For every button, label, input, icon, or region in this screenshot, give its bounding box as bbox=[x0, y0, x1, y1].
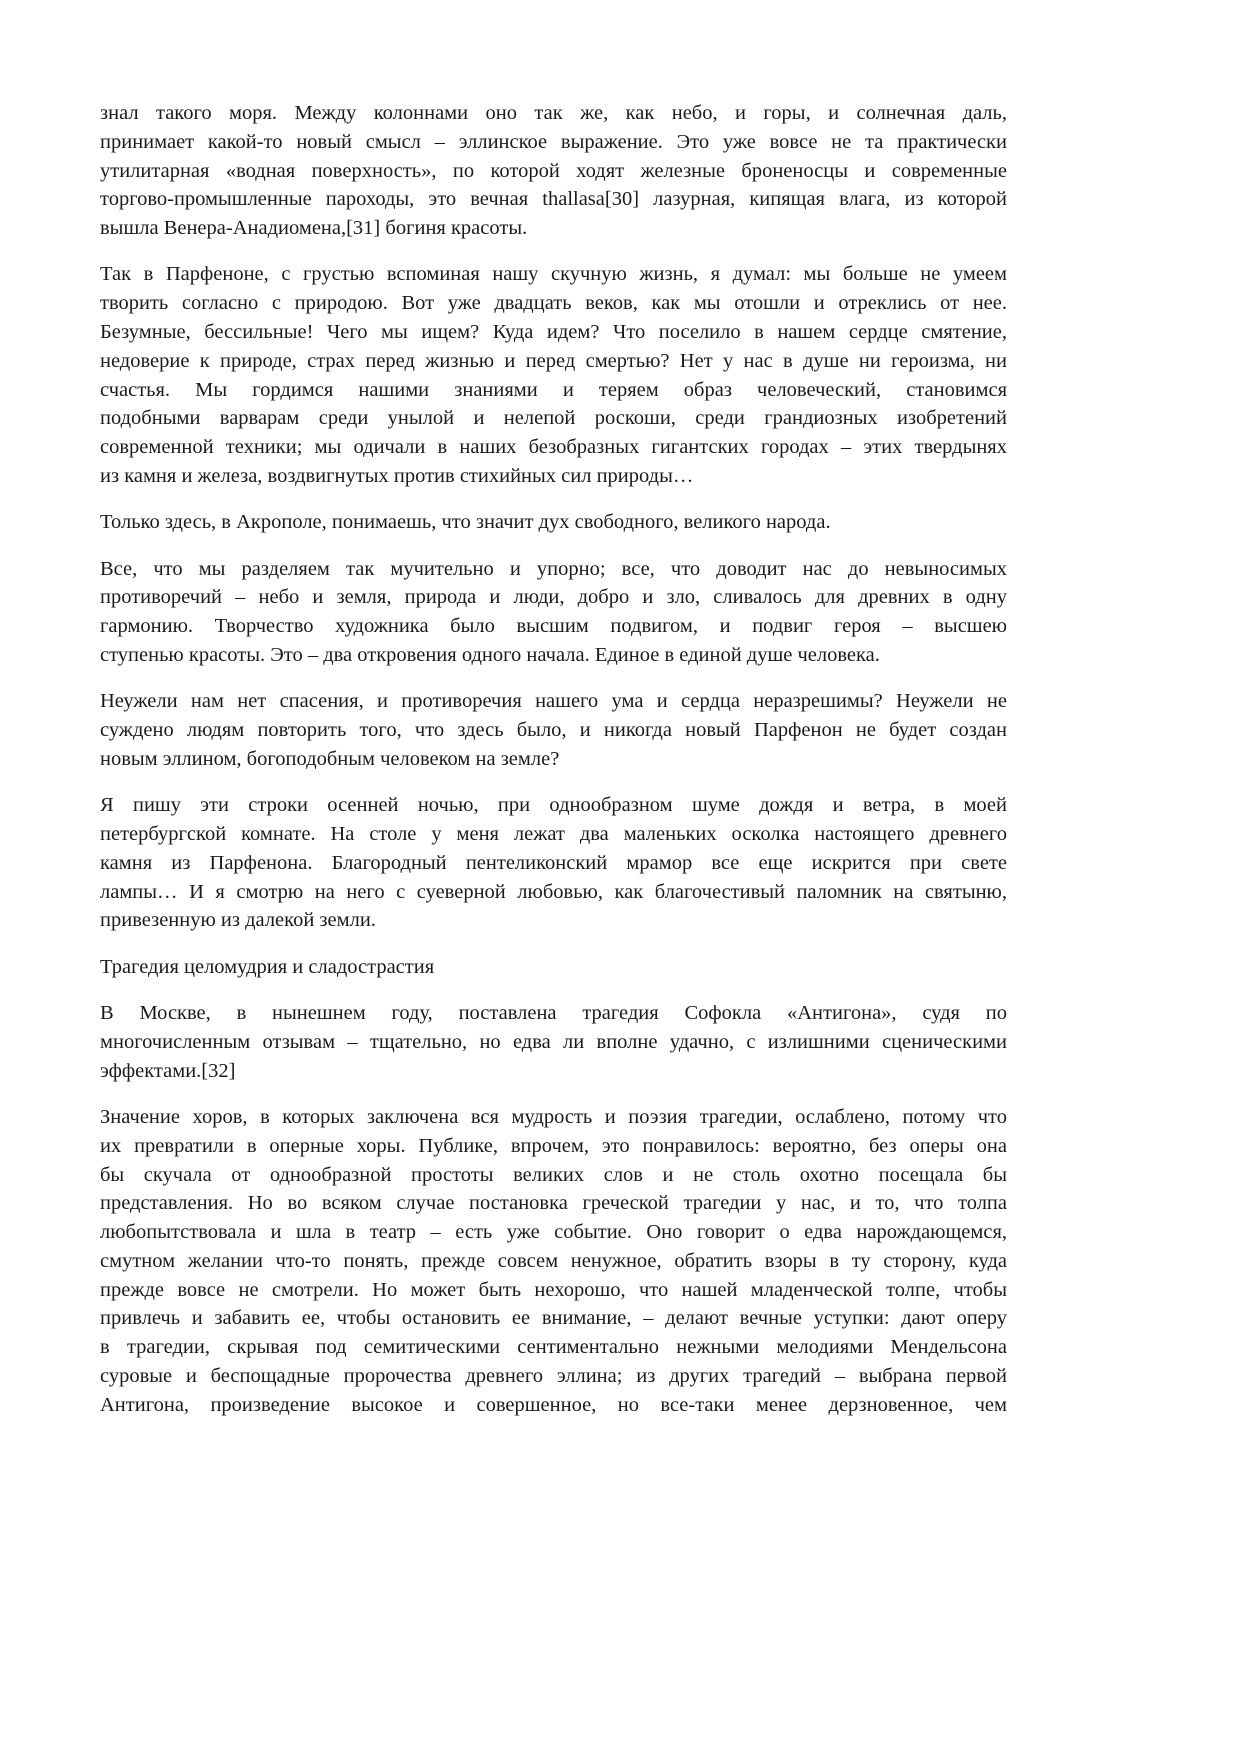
text-line: из камня и железа, воздвигнутых против стихийных сил природы… bbox=[100, 465, 694, 488]
text-line: творить согласно с природою. Вот уже двадцать веков, как мы отошли и отреклись от нее. bbox=[100, 292, 1007, 315]
text-line: противоречий – небо и земля, природа и люди, добро и зло, сливалось для древних в одну bbox=[100, 586, 1007, 609]
text-line: в трагедии, скрывая под семитическими сентиментально нежными мелодиями Мендельсона bbox=[100, 1336, 1007, 1359]
paragraph bbox=[100, 791, 1007, 935]
text-line: новым эллином, богоподобным человеком на земле? bbox=[100, 747, 560, 770]
text-line: Так в Парфеноне, с грустью вспоминая нашу скучную жизнь, я думал: мы больше не умеем bbox=[100, 263, 1007, 286]
paragraph bbox=[100, 508, 1007, 537]
paragraph bbox=[100, 260, 1007, 490]
document-page bbox=[100, 99, 1007, 1437]
section-heading bbox=[100, 953, 1007, 982]
paragraph bbox=[100, 687, 1007, 773]
text-line: Трагедия целомудрия и сладострастия bbox=[100, 955, 435, 978]
text-line: В Москве, в нынешнем году, поставлена трагедия Софокла «Антигона», судя по bbox=[100, 1002, 1007, 1025]
text-line: торгово-промышленные пароходы, это вечная thallasa[30] лазурная, кипящая влага, из которой bbox=[100, 188, 1007, 211]
text-line: Неужели нам нет спасения, и противоречия нашего ума и сердца неразрешимы? Неужели не bbox=[100, 690, 1007, 713]
text-line: современной техники; мы одичали в наших безобразных гигантских городах – этих твердынях bbox=[100, 436, 1007, 459]
text-line: камня из Парфенона. Благородный пентеликонский мрамор все еще искрится при свете bbox=[100, 851, 1007, 874]
paragraph bbox=[100, 99, 1007, 243]
text-line: ступенью красоты. Это – два откровения одного начала. Единое в единой душе человека. bbox=[100, 644, 880, 667]
text-line: Безумные, бессильные! Чего мы ищем? Куда идем? Что поселило в нашем сердце смятение, bbox=[100, 321, 1007, 344]
text-line: суждено людям повторить того, что здесь было, и никогда новый Парфенон не будет создан bbox=[100, 719, 1007, 742]
text-line: Я пишу эти строки осенней ночью, при однообразном шуме дождя и ветра, в моей bbox=[100, 794, 1007, 817]
text-line: привлечь и забавить ее, чтобы остановить ее внимание, – делают вечные уступки: дают оперу bbox=[100, 1307, 1007, 1330]
text-line: недоверие к природе, страх перед жизнью и перед смертью? Нет у нас в душе ни героизма, ни bbox=[100, 349, 1007, 372]
paragraph bbox=[100, 1103, 1007, 1420]
text-line: подобными варварам среди унылой и нелепой роскоши, среди грандиозных изобретений bbox=[100, 407, 1007, 430]
text-line: представления. Но во всяком случае постановка греческой трагедии у нас, и то, что толпа bbox=[100, 1192, 1007, 1215]
paragraph bbox=[100, 555, 1007, 670]
text-line: смутном желании что-то понять, прежде совсем ненужное, обратить взоры в ту сторону, куда bbox=[100, 1249, 1007, 1272]
text-line: Все, что мы разделяем так мучительно и упорно; все, что доводит нас до невыносимых bbox=[100, 557, 1007, 580]
text-line: прежде вовсе не смотрели. Но может быть нехорошо, что нашей младенческой толпе, чтобы bbox=[100, 1278, 1007, 1301]
text-line: привезенную из далекой земли. bbox=[100, 909, 376, 932]
text-line: их превратили в оперные хоры. Публике, впрочем, это понравилось: вероятно, без оперы она bbox=[100, 1134, 1007, 1157]
text-line: вышла Венера-Анадиомена,[31] богиня красоты. bbox=[100, 217, 528, 240]
paragraph bbox=[100, 999, 1007, 1085]
text-line: Антигона, произведение высокое и совершенное, но все-таки менее дерзновенное, чем bbox=[100, 1393, 1007, 1416]
text-line: принимает какой-то новый смысл – эллинское выражение. Это уже вовсе не та практически bbox=[100, 130, 1007, 153]
text-line: суровые и беспощадные пророчества древнего эллина; из других трагедий – выбрана первой bbox=[100, 1365, 1007, 1388]
text-line: петербургской комнате. На столе у меня лежат два маленьких осколка настоящего древнего bbox=[100, 823, 1007, 846]
text-line: многочисленным отзывам – тщательно, но едва ли вполне удачно, с излишними сценическими bbox=[100, 1030, 1007, 1053]
text-line: бы скучала от однообразной простоты великих слов и не столь охотно посещала бы bbox=[100, 1163, 1007, 1186]
text-line: эффектами.[32] bbox=[100, 1059, 236, 1082]
text-line: утилитарная «водная поверхность», по которой ходят железные броненосцы и современные bbox=[100, 159, 1007, 182]
text-line: лампы… И я смотрю на него с суеверной любовью, как благочестивый паломник на святыню, bbox=[100, 880, 1007, 903]
text-line: любопытствовала и шла в театр – есть уже событие. Оно говорит о едва нарождающемся, bbox=[100, 1221, 1007, 1244]
text-line: Только здесь, в Акрополе, понимаешь, что значит дух свободного, великого народа. bbox=[100, 511, 831, 534]
text-line: Значение хоров, в которых заключена вся мудрость и поэзия трагедии, ослаблено, потому что bbox=[100, 1105, 1007, 1128]
text-line: гармонию. Творчество художника было высшим подвигом, и подвиг героя – высшею bbox=[100, 615, 1007, 638]
text-line: знал такого моря. Между колоннами оно так же, как небо, и горы, и солнечная даль, bbox=[100, 102, 1007, 124]
text-line: счастья. Мы гордимся нашими знаниями и теряем образ человеческий, становимся bbox=[100, 378, 1007, 401]
